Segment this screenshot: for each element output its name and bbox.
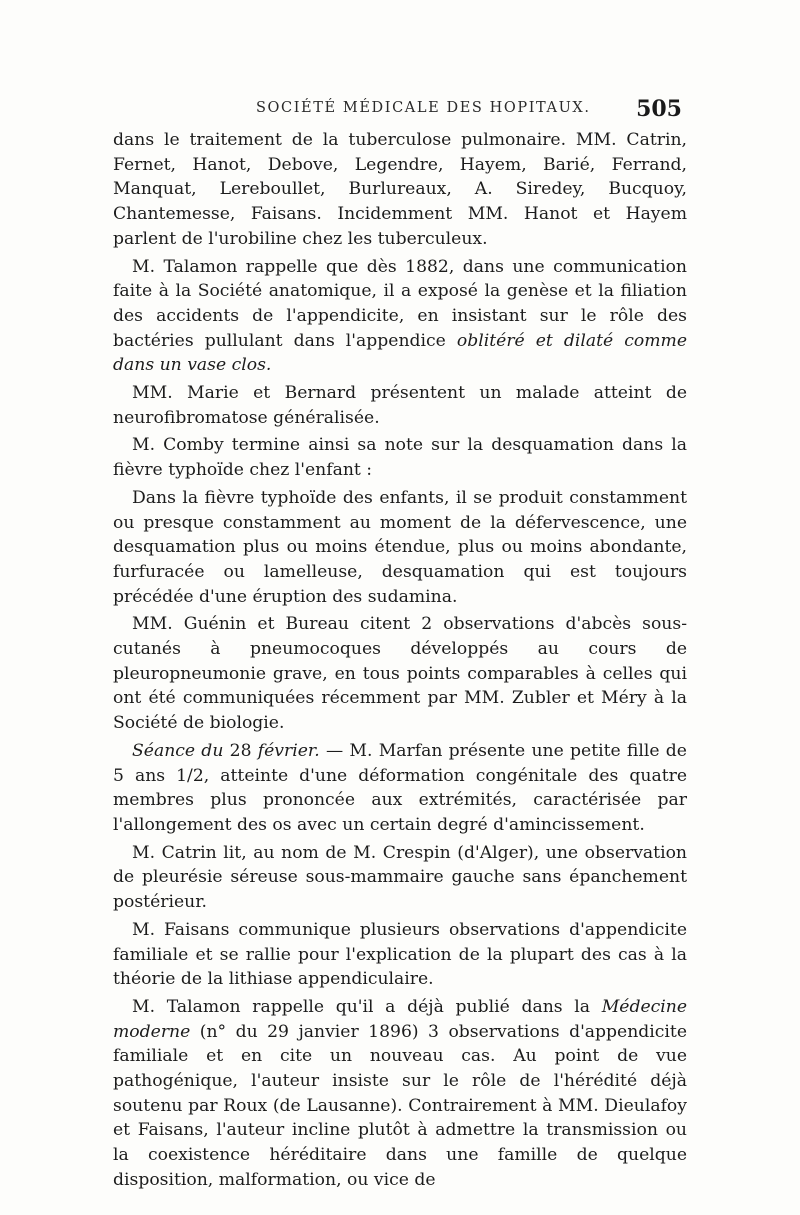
paragraph-5 [113, 486, 687, 610]
page-header [110, 96, 686, 126]
paragraph-10-text-after: (n° du 29 janvier 1896) 3 observations d'appendicite familiale et en cite un nouveau cas. Au point de vue pathogénique, l'auteur insiste sur le rôle de l'hérédité déjà soutenu par Roux (de Lausanne). Contrairement à MM. Dieulafoy et Faisans, l'auteur incline plutôt à admettre la transmission ou la coexistence héréditaire dans une famille de quelque disposition, malformation, ou vice de [113, 1021, 687, 1190]
paragraph-6-text: MM. Guénin et Bureau citent 2 observations d'abcès sous-cutanés à pneumocoques développés au cours de pleuropneumonie grave, en tous points comparables à celles qui ont été communiquées récemment par MM. Zubler et Méry à la Société de biologie. [113, 614, 687, 734]
paragraph-6 [113, 612, 687, 736]
paragraph-9-text: M. Faisans communique plusieurs observations d'appendicite familiale et se rallie pour l'explication de la plupart des cas à la théorie de la lithiase appendiculaire. [113, 919, 687, 990]
paragraph-10-text: M. Talamon rappelle qu'il a déjà publié dans la [132, 996, 602, 1017]
paragraph-1-text: dans le traitement de la tuberculose pulmonaire. MM. Catrin, Fernet, Hanot, Debove, Legendre, Hayem, Barié, Ferrand, Manquat, Lereboullet, Burlureaux, A. Siredey, Bucquoy, Chantemesse, Faisans. Incidemment MM. Hanot et Hayem parlent de l'urobiline chez les tuberculeux. [113, 130, 687, 249]
paragraph-8-text: M. Catrin lit, au nom de M. Crespin (d'Alger), une observation de pleurésie séreuse sous-mammaire gauche sans épanchement postérieur. [113, 842, 687, 913]
session-date-month: février. [257, 740, 320, 761]
paragraph-1 [113, 128, 687, 252]
paragraph-10 [113, 995, 687, 1193]
paragraph-8 [113, 841, 687, 915]
session-date-label: Séance du [132, 740, 224, 761]
paragraph-10-italic: Médecine moderne [113, 996, 687, 1042]
session-date-day: 28 [223, 740, 258, 761]
paragraph-3-text: MM. Marie et Bernard présentent un malade atteint de neurofibromatose généralisée. [113, 383, 687, 428]
body-text [113, 128, 687, 1196]
paragraph-7-text: — M. Marfan présente une petite fille de 5 ans 1/2, atteinte d'une déformation congénitale des quatre membres plus prononcée aux extrémités, caractérisée par l'allongement des os avec un certain degré d'amincissement. [113, 740, 687, 835]
paragraph-9 [113, 918, 687, 992]
paragraph-7 [113, 739, 687, 838]
paragraph-2-italic: oblitéré et dilaté comme dans un vase clos. [113, 330, 688, 376]
paragraph-5-text: Dans la fièvre typhoïde des enfants, il se produit constamment ou presque constamment au moment de la défervescence, une desquamation plus ou moins étendue, plus ou moins abondante, furfuracée ou lamelleuse, desquamation qui est toujours précédée d'une éruption des sudamina. [113, 487, 687, 607]
running-head: SOCIÉTÉ MÉDICALE DES HOPITAUX. [256, 100, 591, 116]
paragraph-4-text: M. Comby termine ainsi sa note sur la desquamation dans la fièvre typhoïde chez l'enfant : [113, 435, 687, 481]
page-number: 505 [636, 96, 682, 122]
paragraph-2-text: M. Talamon rappelle que dès 1882, dans une communication faite à la Société anatomique, il a exposé la genèse et la filiation des accidents de l'appendicite, en insistant sur le rôle des bactéries pullulant dans l'appendice [113, 256, 687, 351]
paragraph-3 [113, 381, 687, 430]
paragraph-2 [113, 255, 687, 379]
paragraph-4 [113, 433, 687, 482]
